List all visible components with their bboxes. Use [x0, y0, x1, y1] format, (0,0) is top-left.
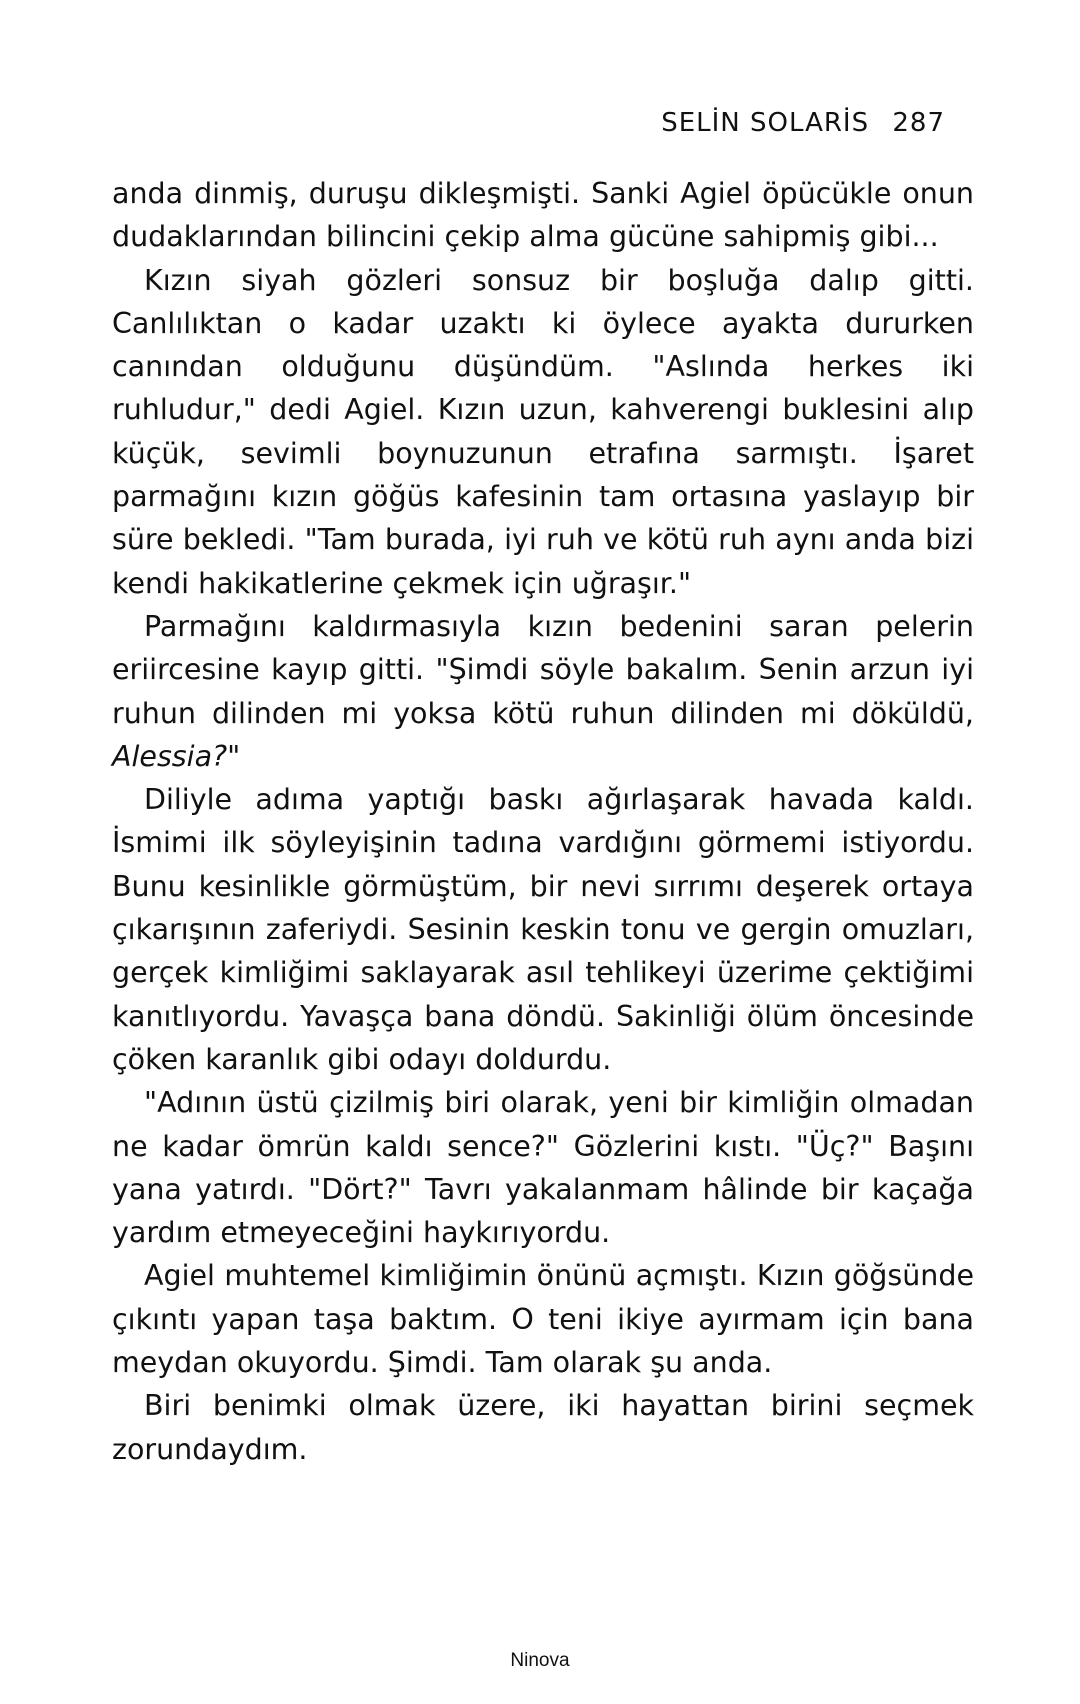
publisher-footer: Ninova — [510, 1650, 570, 1671]
paragraph-4: Diliyle adıma yaptığı baskı ağırlaşarak havada kaldı. İsmimi ilk söyleyişinin tadına vardığını görmemi istiyordu. Bunu kesinlikle görmüştüm, bir nevi sırrımı deşerek ortaya çıkarışının zaferiydi. Sesinin keskin tonu ve gergin omuzları, gerçek kimliğimi saklayarak asıl tehlikeyi üzerime çektiğimi kanıtlıyordu. Yavaşça bana döndü. Sakinliği ölüm öncesinde çöken karanlık gibi odayı doldurdu. — [112, 783, 974, 1076]
paragraph-6: Agiel muhtemel kimliğimin önünü açmıştı. Kızın göğsünde çıkıntı yapan taşa baktım. O teni ikiye ayırmam için bana meydan okuyordu. Şimdi. Tam olarak şu anda. — [112, 1259, 974, 1380]
paragraph-7: Biri benimki olmak üzere, iki hayattan birini seçmek zorundaydım. — [112, 1389, 974, 1466]
paragraph-2: Kızın siyah gözleri sonsuz bir boşluğa dalıp gitti. Canlılıktan o kadar uzaktı ki öylece ayakta dururken canından olduğunu düşündüm. "Aslında herkes iki ruhludur," dedi Agiel. Kızın uzun, kahverengi buklesini alıp küçük, sevimli boynuzunun etrafına sarmıştı. İşaret parmağını kızın göğüs kafesinin tam ortasına yaslayıp bir süre bekledi. "Tam burada, iyi ruh ve kötü ruh aynı anda bizi kendi hakikatlerine çekmek için uğraşır." — [112, 263, 974, 600]
paragraph-3-name: Alessia?" — [112, 739, 241, 773]
body-text — [112, 172, 974, 1471]
paragraph-1: anda dinmiş, duruşu dikleşmişti. Sanki Agiel öpücükle onun dudaklarından bilincini çekip alma gücüne sahipmiş gibi... — [112, 177, 974, 254]
running-header — [661, 108, 945, 138]
header-author: SELİN SOLARİS — [661, 108, 870, 138]
paragraph-3 — [112, 605, 974, 778]
paragraph-3-text: Parmağını kaldırmasıyla kızın bedenini saran pelerin eriircesine kayıp gitti. "Şimdi söyle bakalım. Senin arzun iyi ruhun dilinden mi yoksa kötü ruhun dilinden mi döküldü, — [112, 609, 974, 730]
paragraph-5: "Adının üstü çizilmiş biri olarak, yeni bir kimliğin olmadan ne kadar ömrün kaldı sence?" Gözlerini kıstı. "Üç?" Başını yana yatırdı. "Dört?" Tavrı yakalanmam hâlinde bir kaçağa yardım etmeyeceğini haykırıyordu. — [112, 1086, 974, 1250]
page-number: 287 — [892, 108, 945, 138]
